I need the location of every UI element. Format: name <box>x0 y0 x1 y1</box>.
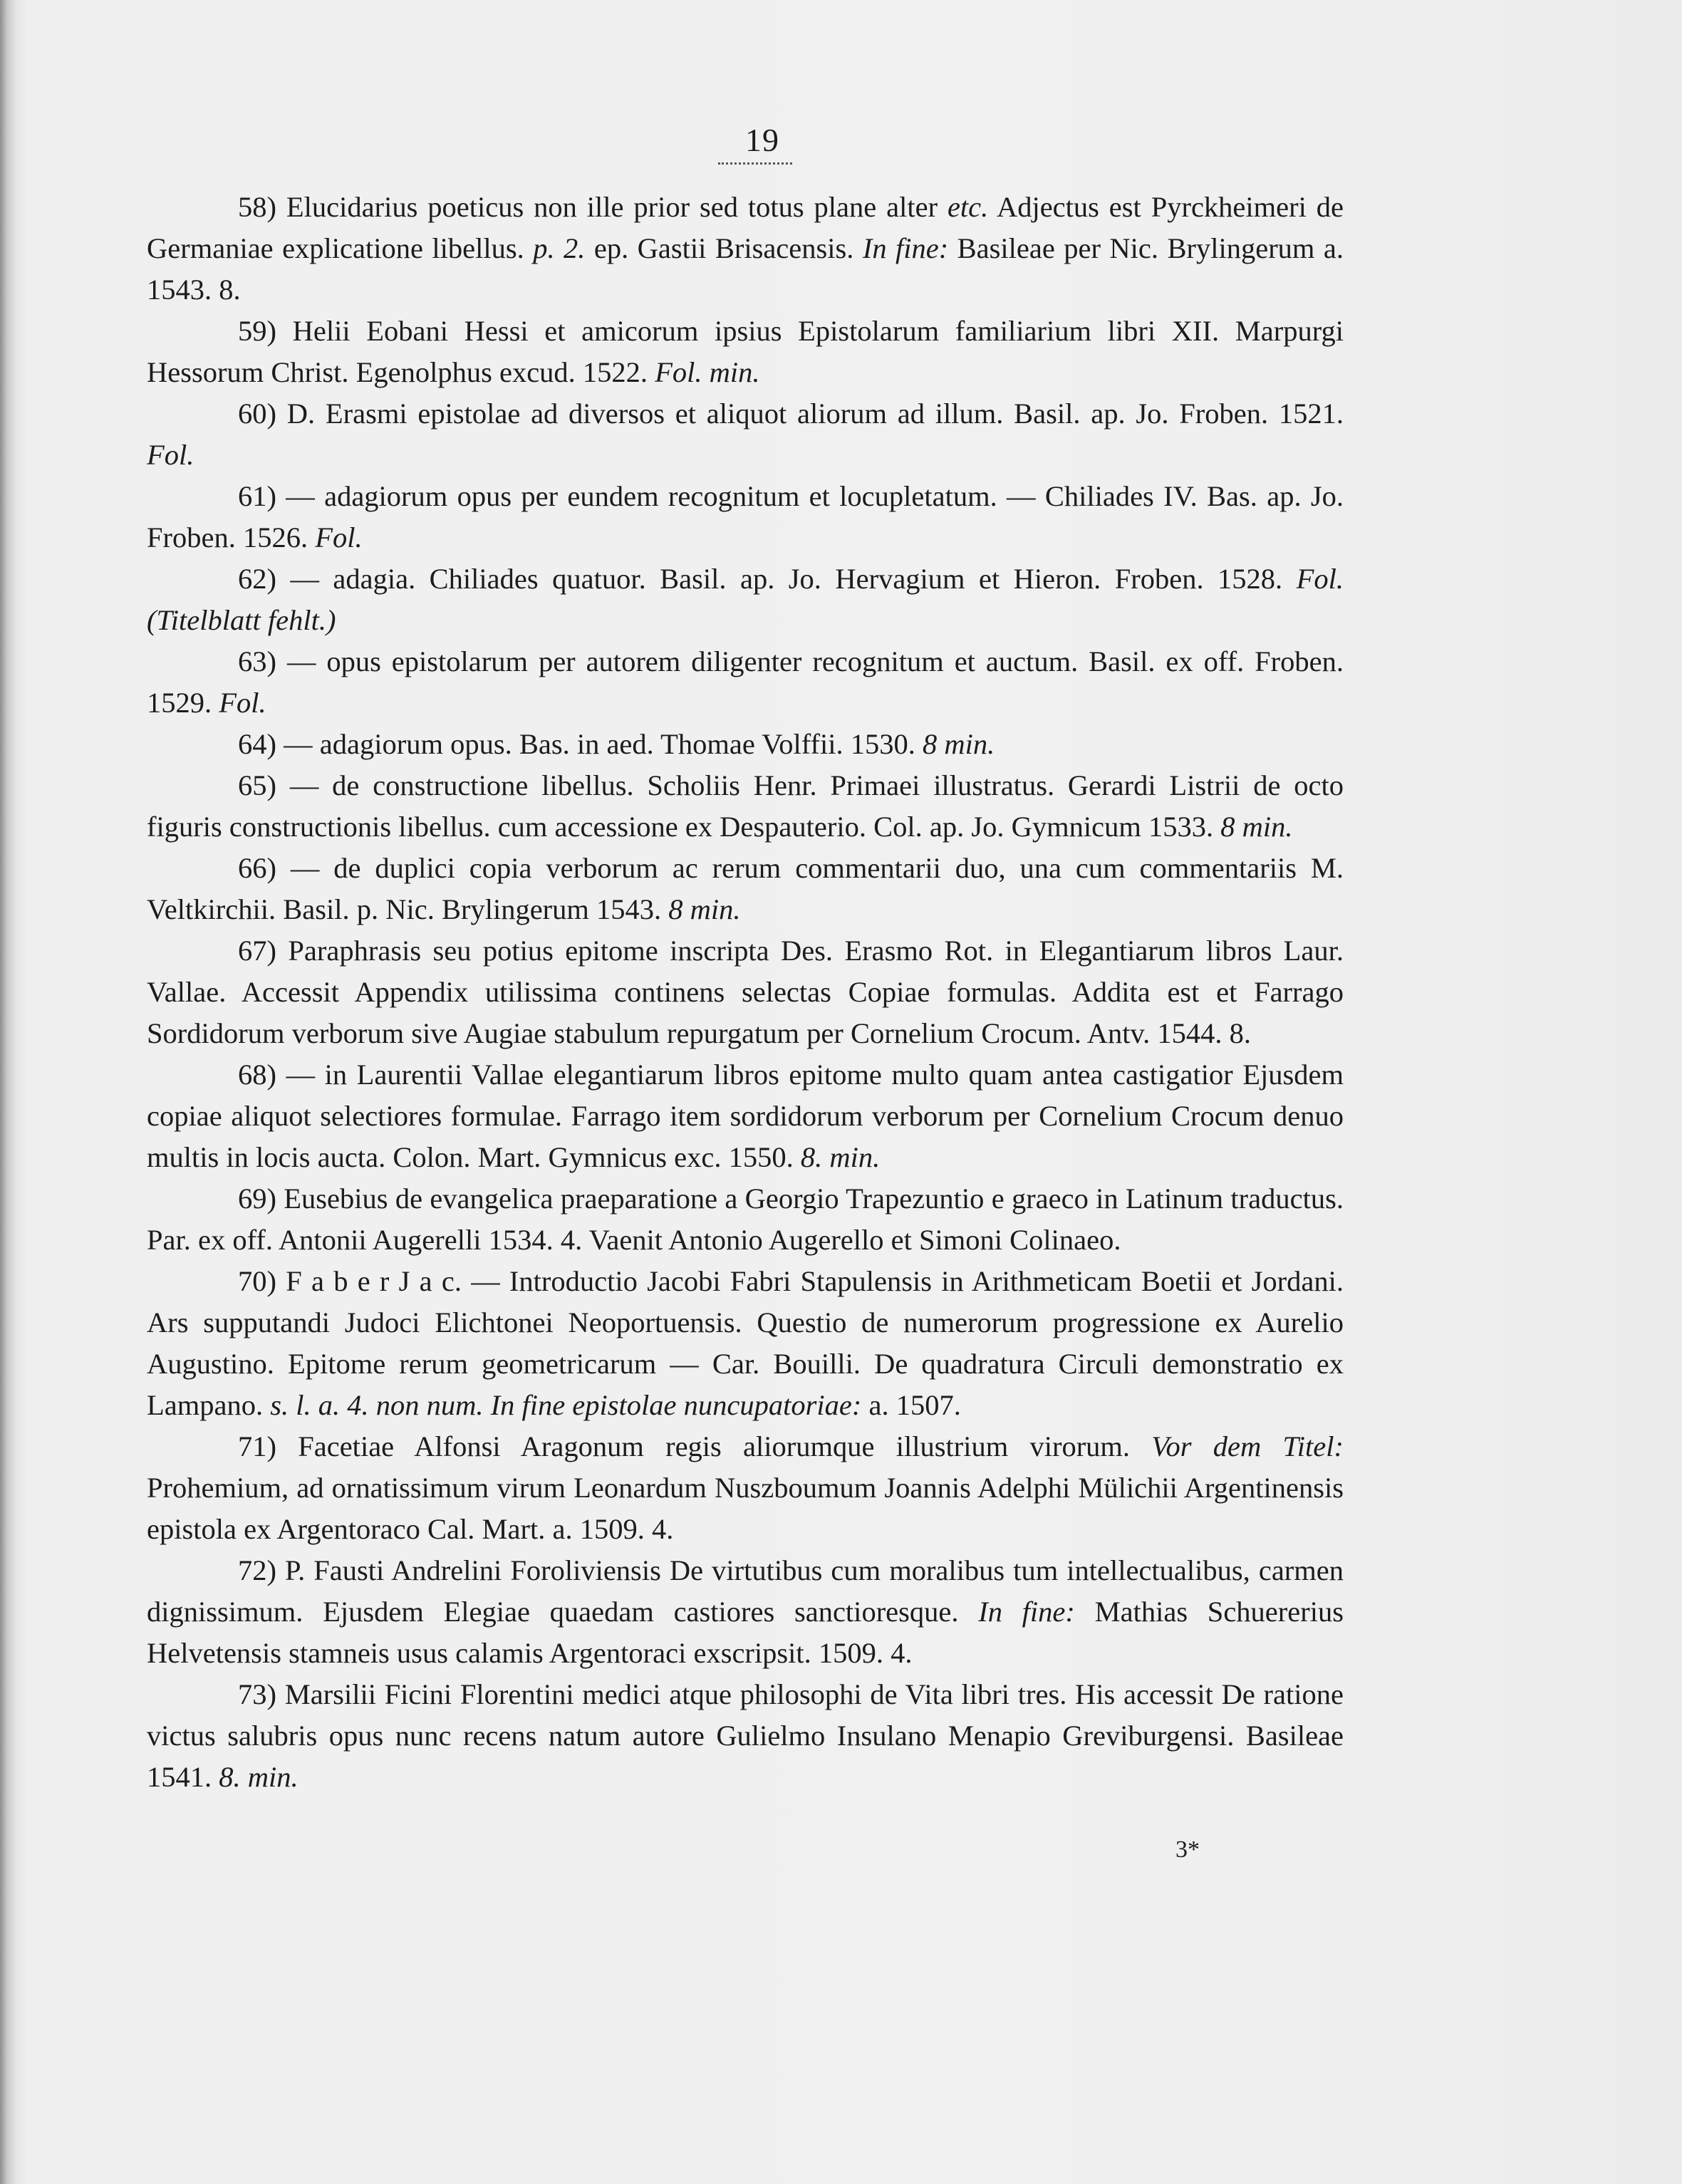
entry-number: 70) <box>238 1265 276 1297</box>
entry-number: 63) <box>238 645 276 677</box>
entry-text: Paraphrasis seu potius epitome inscripta Des. Erasmo Rot. in Elegantiarum libros Laur. Vallae. Accessit Appendix utilissima continens selectas Copiae formulas. Addita est et Farrago Sordidorum verborum sive Augiae stabulum repurgatum per Cornelium Crocum. Antv. 1544. 8. <box>147 935 1344 1049</box>
entry-text-italic: 8. min. <box>800 1141 881 1173</box>
entry-text-italic: 8 min. <box>923 728 995 760</box>
bibliography-entry <box>147 1550 1344 1674</box>
entry-text: — de duplici copia verborum ac rerum commentarii duo, una cum commentariis M. Veltkirchii. Basil. p. Nic. Brylingerum 1543. <box>147 852 1344 925</box>
entry-text: P. Fausti Andrelini Foroliviensis De virtutibus cum moralibus tum intellectualibus, carmen dignissimum. Ejusdem Elegiae quaedam castiores sanctioresque. <box>147 1554 1344 1628</box>
entry-text-italic: etc. <box>947 191 989 223</box>
entry-number: 72) <box>238 1554 276 1586</box>
entry-text: Eusebius de evangelica praeparatione a Georgio Trapezuntio e graeco in Latinum traductus. Par. ex off. Antonii Augerelli 1534. 4. Vaenit Antonio Augerello et Simoni Colinaeo. <box>147 1182 1344 1256</box>
bibliography-entry <box>147 724 1344 765</box>
bibliography-entry <box>147 1054 1344 1178</box>
entry-number: 62) <box>238 563 276 595</box>
entry-text: — opus epistolarum per autorem diligenter recognitum et auctum. Basil. ex off. Froben. 1529. <box>147 645 1344 719</box>
entry-text: Facetiae Alfonsi Aragonum regis aliorumque illustrium virorum. <box>298 1430 1152 1462</box>
entry-number: 71) <box>238 1430 276 1462</box>
entry-number: 68) <box>238 1059 276 1091</box>
bibliography-entry <box>147 558 1344 641</box>
entry-number: 66) <box>238 852 276 884</box>
entry-number: 60) <box>238 397 276 430</box>
entry-text-italic: p. 2. <box>533 232 586 264</box>
bibliography-entry <box>147 1426 1344 1550</box>
entry-number: 61) <box>238 480 276 512</box>
entry-text-italic: 8 min. <box>1220 811 1293 843</box>
entry-text: — de constructione libellus. Scholiis Henr. Primaei illustratus. Gerardi Listrii de octo figuris constructionis libellus. cum accessione ex Despauterio. Col. ap. Jo. Gymnicum 1533. <box>147 769 1344 843</box>
bibliography-entry <box>147 476 1344 558</box>
page-number-ornament <box>718 158 792 165</box>
entry-number: 67) <box>238 935 276 967</box>
bibliography-entry <box>147 641 1344 724</box>
entry-number: 64) <box>238 728 276 760</box>
entry-text-italic: s. l. a. 4. non num. In fine epistolae nuncupatoriae: <box>270 1389 862 1421</box>
entry-text: Adjectus est Pyrckheimeri de Germaniae explicatione libellus. <box>147 191 1344 264</box>
entry-number: 65) <box>238 769 276 801</box>
bibliography-entry <box>147 930 1344 1054</box>
entry-text: Prohemium, ad ornatissimum virum Leonardum Nuszboumum Joannis Adelphi Mülichii Argentinensis epistola ex Argentoraco Cal. Mart. a. 1509. 4. <box>147 1472 1344 1545</box>
entry-text: — adagiorum opus. Bas. in aed. Thomae Volffii. 1530. <box>284 728 923 760</box>
entry-text-italic: Vor dem Titel: <box>1151 1430 1344 1462</box>
entry-text-italic: 8 min. <box>668 893 741 925</box>
entry-text-italic: In fine: <box>862 232 949 264</box>
bibliography-entry <box>147 765 1344 848</box>
entry-text: Mathias Schuererius Helvetensis stamneis usus calamis Argentoraci exscripsit. 1509. 4. <box>147 1596 1344 1669</box>
entry-number: 73) <box>238 1678 276 1710</box>
entry-text: Elucidarius poeticus non ille prior sed totus plane alter <box>286 191 948 223</box>
entry-text: Marsilii Ficini Florentini medici atque philosophi de Vita libri tres. His accessit De ratione victus salubris opus nunc recens natum autore Gulielmo Insulano Menapio Greviburgensi. Basileae 1541. <box>147 1678 1344 1793</box>
entry-text: Basileae per Nic. Brylingerum a. 1543. 8. <box>147 232 1344 306</box>
entry-text-italic: Fol. <box>147 439 194 471</box>
bibliography-entry <box>147 1178 1344 1261</box>
entry-text: a. 1507. <box>861 1389 961 1421</box>
entry-number: 69) <box>238 1182 276 1215</box>
entry-text-italic: Fol. <box>315 521 363 553</box>
entry-text-italic: Fol. (Titelblatt fehlt.) <box>147 563 1344 636</box>
signature-mark: 3* <box>1175 1836 1200 1863</box>
entry-text: — in Laurentii Vallae elegantiarum libros epitome multo quam antea castigatior Ejusdem copiae aliquot selectiores formulae. Farrago item sordidorum verborum per Cornelium Crocum denuo multis in locis aucta. Colon. Mart. Gymnicus exc. 1550. <box>147 1059 1344 1173</box>
entry-text: — adagia. Chiliades quatuor. Basil. ap. Jo. Hervagium et Hieron. Froben. 1528. <box>290 563 1297 595</box>
entry-text: Helii Eobani Hessi et amicorum ipsius Epistolarum familiarium libri XII. Marpurgi Hessorum Christ. Egenolphus excud. 1522. <box>147 315 1344 388</box>
entry-number: 58) <box>238 191 276 223</box>
bibliography-entry <box>147 848 1344 930</box>
bibliography-entry <box>147 1674 1344 1798</box>
entry-text: ep. Gastii Brisacensis. <box>585 232 863 264</box>
bibliography-entry <box>147 311 1344 393</box>
bibliography-entry <box>147 393 1344 476</box>
entry-text: — adagiorum opus per eundem recognitum et locupletatum. — Chiliades IV. Bas. ap. Jo. Froben. 1526. <box>147 480 1344 553</box>
entry-text: D. Erasmi epistolae ad diversos et aliquot aliorum ad illum. Basil. ap. Jo. Froben. 1521. <box>286 397 1344 430</box>
entry-text: F a b e r J a c. — Introductio Jacobi Fabri Stapulensis in Arithmeticam Boetii et Jordani. Ars supputandi Judoci Elichtonei Neoportuensis. Questio de numerorum progressione ex Aurelio Augustino. Epitome rerum geometricarum — Car. Bouilli. De quadratura Circuli demonstratio ex Lampano. <box>147 1265 1344 1421</box>
bibliography-entry <box>147 187 1344 311</box>
entry-text-italic: In fine: <box>978 1596 1075 1628</box>
entry-text-italic: 8. min. <box>219 1761 298 1793</box>
bibliography-entries <box>147 187 1344 1798</box>
entry-number: 59) <box>238 315 276 347</box>
bibliography-entry <box>147 1261 1344 1426</box>
page-number: 19 <box>745 122 779 158</box>
entry-text-italic: Fol. min. <box>655 356 760 388</box>
entry-text-italic: Fol. <box>219 687 266 719</box>
